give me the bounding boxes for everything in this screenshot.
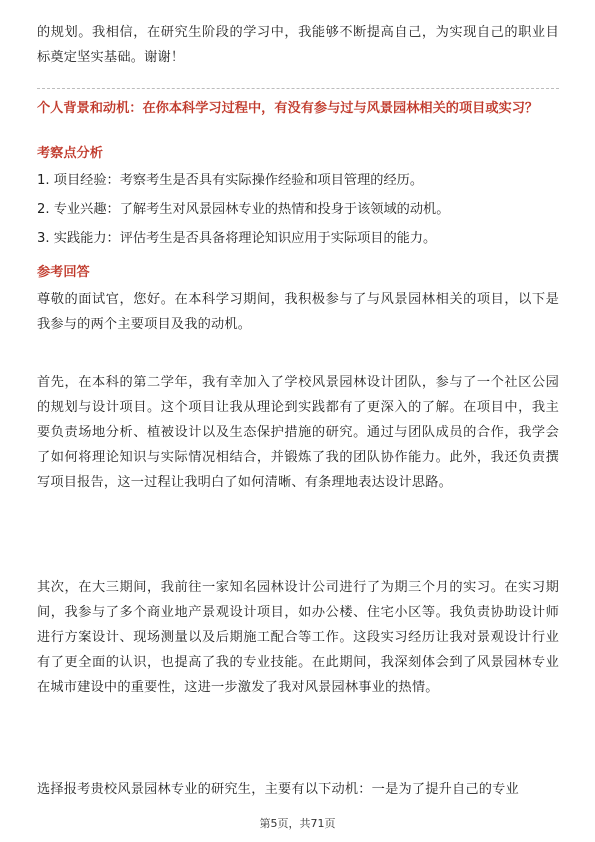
answer-paragraph: 选择报考贵校风景园林专业的研究生，主要有以下动机：一是为了提升自己的专业 xyxy=(37,782,519,797)
answer-heading: 参考回答 xyxy=(37,265,90,280)
analysis-item: 2. 专业兴趣：了解考生对风景园林专业的热情和投身于该领域的动机。 xyxy=(37,202,450,217)
analysis-item: 3. 实践能力：评估考生是否具备将理论知识应用于实际项目的能力。 xyxy=(37,231,437,246)
answer-paragraph: 其次，在大三期间，我前往一家知名园林设计公司进行了为期三个月的实习。在实习期间，我参与了多个商业地产景观设计项目，如办公楼、住宅小区等。我负责协助设计师进行方案设计、现场测量以及后期施工配合等工作。这段实习经历让我对景观设计行业有了更全面的认识，也提高了我的专业技能。在此期间，我深刻体会到了风景园林专业在城市建设中的重要性，这进一步激发了我对风景园林事业的热情。 xyxy=(37,580,559,695)
analysis-heading: 考察点分析 xyxy=(37,146,103,161)
section-divider xyxy=(37,88,559,89)
intro-paragraph: 的规划。我相信，在研究生阶段的学习中，我能够不断提高自己，为实现自己的职业目标奠定坚实基础。谢谢！ xyxy=(37,25,559,65)
answer-paragraph: 尊敬的面试官，您好。在本科学习期间，我积极参与了与风景园林相关的项目，以下是我参与的两个主要项目及我的动机。 xyxy=(37,292,559,332)
question-title: 个人背景和动机：在你本科学习过程中，有没有参与过与风景园林相关的项目或实习？ xyxy=(37,101,539,116)
page-footer: 第5页，共71页 xyxy=(259,817,336,830)
analysis-item: 1. 项目经验：考察考生是否具有实际操作经验和项目管理的经历。 xyxy=(37,173,424,188)
answer-paragraph: 首先，在本科的第二学年，我有幸加入了学校风景园林设计团队，参与了一个社区公园的规划与设计项目。这个项目让我从理论到实践都有了更深入的了解。在项目中，我主要负责场地分析、植被设计以及生态保护措施的研究。通过与团队成员的合作，我学会了如何将理论知识与实际情况相结合，并锻炼了我的团队协作能力。此外，我还负责撰写项目报告，这一过程让我明白了如何清晰、有条理地表达设计思路。 xyxy=(37,375,559,490)
